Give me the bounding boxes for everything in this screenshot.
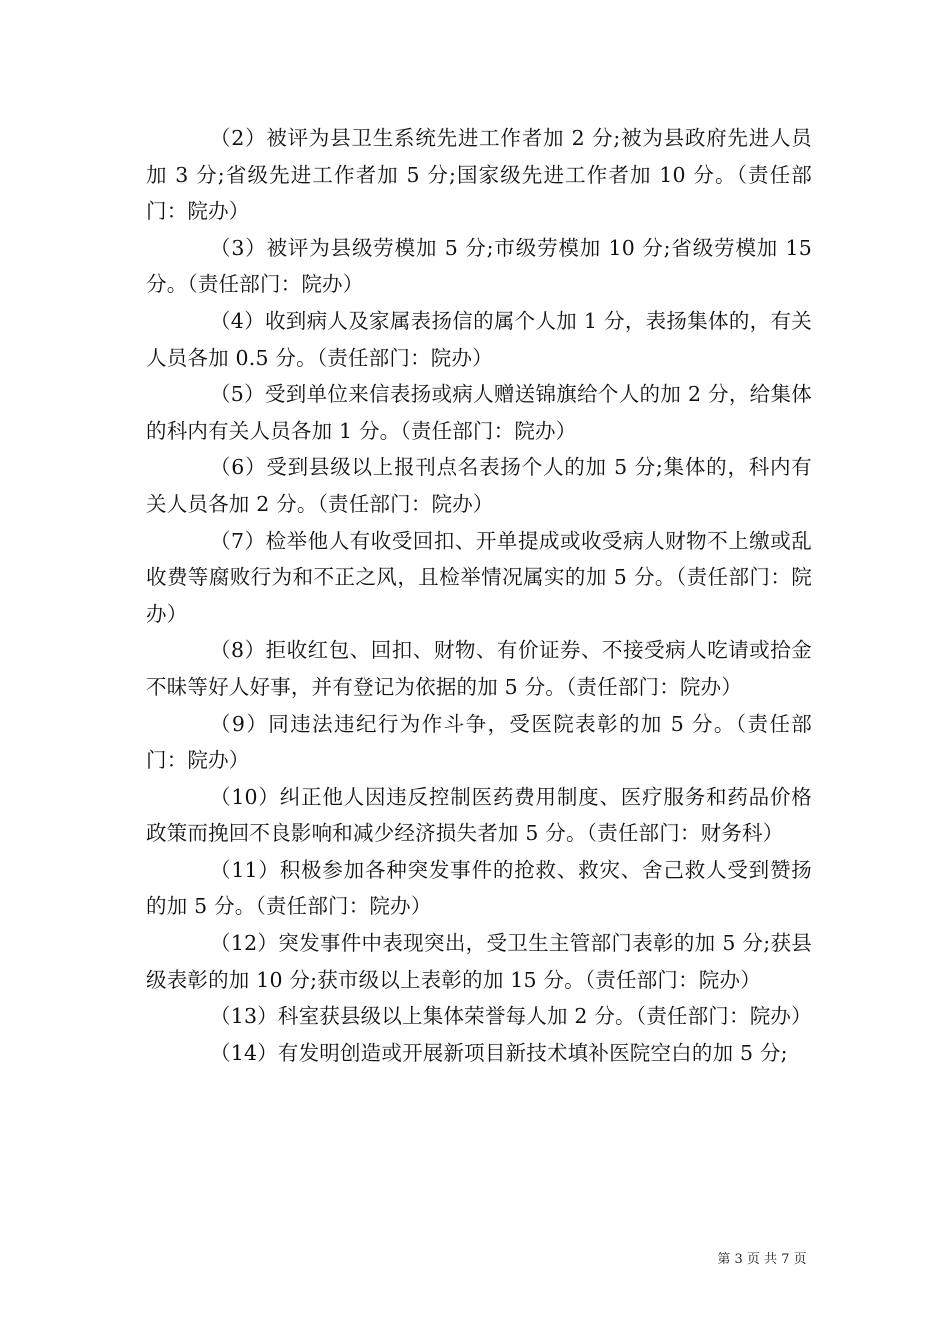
paragraph-item-11: （11）积极参加各种突发事件的抢救、救灾、舍己救人受到赞扬的加 5 分。（责任部门：院办） [146, 857, 812, 919]
paragraph-item-10: （10）纠正他人因违反控制医药费用制度、医疗服务和药品价格政策而挽回不良影响和减少经济损失者加 5 分。（责任部门：财务科） [146, 784, 812, 846]
paragraph-item-8: （8）拒收红包、回扣、财物、有价证券、不接受病人吃请或拾金不昧等好人好事，并有登记为依据的加 5 分。（责任部门：院办） [146, 638, 812, 699]
paragraph-item-7: （7）检举他人有收受回扣、开单提成或收受病人财物不上缴或乱收费等腐败行为和不正之风，且检举情况属实的加 5 分。（责任部门：院办） [146, 528, 812, 626]
paragraph-item-12: （12）突发事件中表现突出，受卫生主管部门表彰的加 5 分;获县级表彰的加 10 分;获市级以上表彰的加 15 分。（责任部门：院办） [146, 931, 812, 992]
paragraph-item-13: （13）科室获县级以上集体荣誉每人加 2 分。（责任部门：院办） [210, 1004, 812, 1029]
paragraph-item-4: （4）收到病人及家属表扬信的属个人加 1 分，表扬集体的，有关人员各加 0.5 分。（责任部门：院办） [146, 308, 812, 370]
paragraph-item-14: （14）有发明创造或开展新项目新技术填补医院空白的加 5 分; [210, 1040, 788, 1065]
paragraph-item-5: （5）受到单位来信表扬或病人赠送锦旗给个人的加 2 分，给集体的科内有关人员各加 1 分。（责任部门：院办） [146, 382, 812, 443]
paragraph-item-2: （2）被评为县卫生系统先进工作者加 2 分;被为县政府先进人员加 3 分;省级先进工作者加 5 分;国家级先进工作者加 10 分。（责任部门：院办） [146, 126, 812, 224]
page-footer [0, 1248, 950, 1267]
paragraph-item-6: （6）受到县级以上报刊点名表扬个人的加 5 分;集体的，科内有关人员各加 2 分。（责任部门：院办） [146, 455, 812, 516]
paragraph-item-9: （9）同违法违纪行为作斗争，受医院表彰的加 5 分。（责任部门：院办） [146, 711, 812, 773]
paragraph-item-3: （3）被评为县级劳模加 5 分;市级劳模加 10 分;省级劳模加 15 分。（责任部门：院办） [146, 235, 812, 297]
page-number: 第 3 页 共 7 页 [717, 1252, 807, 1267]
document-body [146, 120, 812, 1071]
